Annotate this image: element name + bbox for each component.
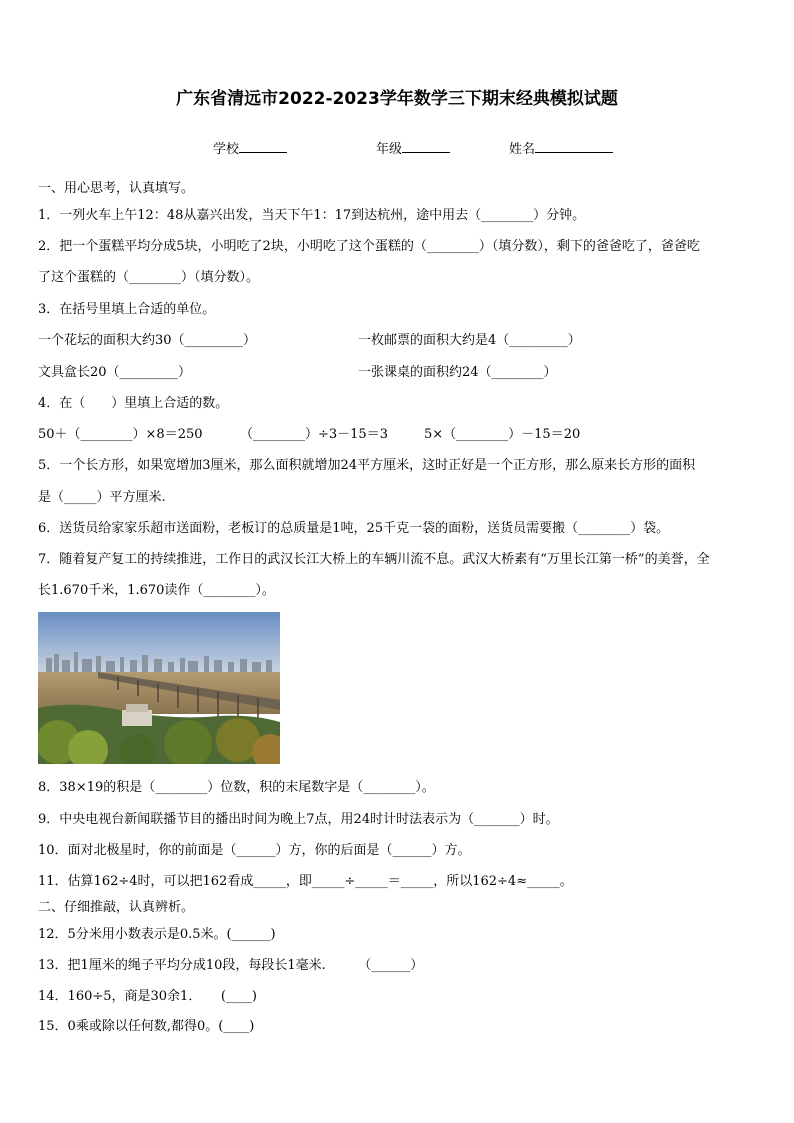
grade-blank[interactable] — [402, 140, 450, 153]
question-7-line-2: 长1.670千米，1.670读作（________）。 — [38, 583, 275, 598]
grade-label: 年级 — [376, 142, 403, 157]
name-label: 姓名 — [509, 142, 536, 157]
question-3: 3．在括号里填上合适的单位。 — [38, 302, 216, 317]
question-3d: 一张课桌的面积约24（________） — [358, 365, 557, 380]
school-field — [213, 140, 287, 159]
question-10: 10．面对北极星时，你的前面是（______）方，你的后面是（______）方。 — [38, 843, 471, 858]
question-14: 14．160÷5，商是30余1． (____) — [38, 989, 257, 1004]
question-5-line-2: 是（_____）平方厘米. — [38, 490, 166, 505]
question-3c: 文具盒长20（_________） — [38, 365, 192, 380]
question-1: 1．一列火车上午12：48从嘉兴出发，当天下午1：17到达杭州，途中用去（________）分钟。 — [38, 208, 586, 223]
question-13: 13．把1厘米的绳子平均分成10段，每段长1毫米. （______） — [38, 958, 424, 973]
name-blank[interactable] — [535, 140, 613, 153]
page-title: 广东省清远市2022-2023学年数学三下期末经典模拟试题 — [176, 89, 618, 109]
school-blank[interactable] — [239, 140, 287, 153]
question-4: 4．在（ ）里填上合适的数。 — [38, 396, 229, 411]
question-4a: 50＋（________）×8＝250 — [38, 427, 203, 442]
section-heading-1: 一、用心思考，认真填写。 — [38, 181, 195, 196]
question-4c: 5×（________）－15＝20 — [424, 427, 581, 442]
section-heading-2: 二、仔细推敲，认真辨析。 — [38, 900, 195, 915]
question-15: 15．0乘或除以任何数,都得0。(____) — [38, 1019, 255, 1034]
school-label: 学校 — [213, 142, 240, 157]
question-9: 9．中央电视台新闻联播节目的播出时间为晚上7点，用24时计时法表示为（_______）时。 — [38, 812, 559, 827]
question-12: 12．5分米用小数表示是0.5米。(______) — [38, 927, 276, 942]
question-11: 11．估算162÷4时，可以把162看成_____，即_____÷_____＝_____，所以162÷4≈_____。 — [38, 874, 573, 889]
question-3a: 一个花坛的面积大约30（_________） — [38, 333, 257, 348]
question-2-line-2: 了这个蛋糕的（________）（填分数）。 — [38, 270, 260, 285]
question-5-line-1: 5．一个长方形，如果宽增加3厘米，那么面积就增加24平方厘米，这时正好是一个正方形，那么原来长方形的面积 — [38, 458, 696, 473]
question-2-line-1: 2．把一个蛋糕平均分成5块，小明吃了2块，小明吃了这个蛋糕的（________）（填分数），剩下的爸爸吃了，爸爸吃 — [38, 239, 700, 254]
question-8: 8．38×19的积是（________）位数，积的末尾数字是（________）。 — [38, 780, 435, 795]
grade-field — [376, 140, 450, 159]
name-field — [509, 140, 613, 159]
question-4b: （________）÷3－15＝3 — [240, 427, 388, 442]
question-7-line-1: 7．随着复产复工的持续推进，工作日的武汉长江大桥上的车辆川流不息。武汉大桥素有“万里长江第一桥”的美誉，全 — [38, 552, 710, 567]
question-6: 6．送货员给家家乐超市送面粉，老板订的总质量是1吨，25千克一袋的面粉，送货员需要搬（________）袋。 — [38, 521, 670, 536]
wuhan-bridge-photo — [38, 612, 280, 764]
question-3b: 一枚邮票的面积大约是4（_________） — [358, 333, 581, 348]
